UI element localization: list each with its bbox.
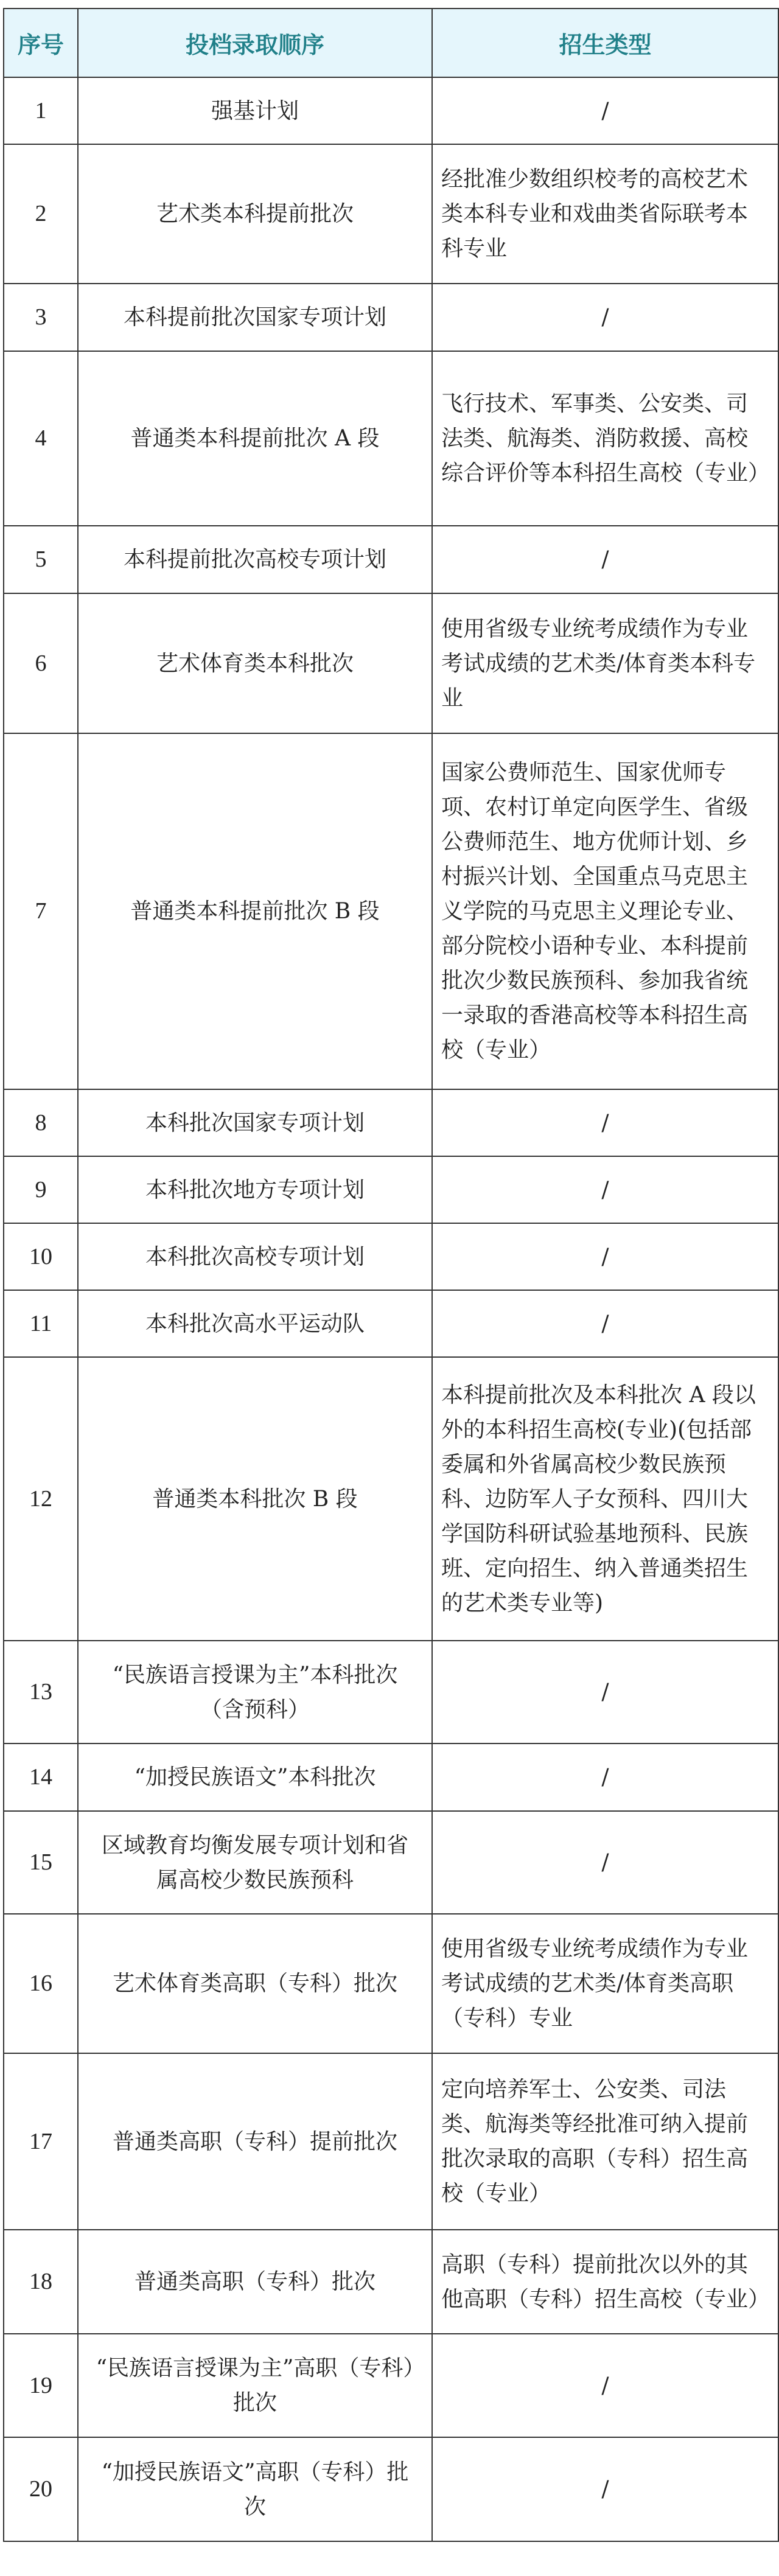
row-enrollment-type: /	[432, 1641, 778, 1744]
row-index: 3	[4, 284, 78, 351]
row-enrollment-type: 高职（专科）提前批次以外的其他高职（专科）招生高校（专业）	[432, 2230, 778, 2334]
table-row	[4, 1357, 778, 1641]
row-enrollment-type: 本科提前批次及本科批次 A 段以外的本科招生高校(专业)(包括部委属和外省属高校少数民族预科、边防军人子女预科、四川大学国防科研试验基地预科、民族班、定向招生、纳入普通类招生的艺术类专业等)	[432, 1357, 778, 1641]
row-admission-order: 艺术体育类高职（专科）批次	[78, 1914, 432, 2053]
row-enrollment-type: /	[432, 1089, 778, 1156]
table-row	[4, 526, 778, 593]
table-body	[4, 77, 778, 2541]
row-admission-order: “加授民族语文”本科批次	[78, 1744, 432, 1811]
header-row	[4, 9, 778, 77]
row-admission-order: 普通类本科提前批次 B 段	[78, 733, 432, 1089]
row-admission-order: 本科批次地方专项计划	[78, 1156, 432, 1223]
row-admission-order: 区域教育均衡发展专项计划和省属高校少数民族预科	[78, 1811, 432, 1914]
row-enrollment-type: /	[432, 2334, 778, 2437]
row-index: 20	[4, 2437, 78, 2541]
admission-order-table	[3, 8, 779, 2542]
row-index: 18	[4, 2230, 78, 2334]
row-enrollment-type: /	[432, 1223, 778, 1290]
row-index: 11	[4, 1290, 78, 1357]
row-admission-order: 普通类本科提前批次 A 段	[78, 351, 432, 526]
row-index: 17	[4, 2053, 78, 2230]
row-admission-order: 本科批次高校专项计划	[78, 1223, 432, 1290]
row-admission-order: 本科提前批次高校专项计划	[78, 526, 432, 593]
row-index: 1	[4, 77, 78, 144]
header-order: 投档录取顺序	[78, 9, 432, 77]
table-row	[4, 77, 778, 144]
row-admission-order: “民族语言授课为主”本科批次（含预科）	[78, 1641, 432, 1744]
header-type: 招生类型	[432, 9, 778, 77]
row-admission-order: 强基计划	[78, 77, 432, 144]
row-index: 10	[4, 1223, 78, 1290]
row-enrollment-type: /	[432, 1744, 778, 1811]
row-index: 16	[4, 1914, 78, 2053]
table-row	[4, 1223, 778, 1290]
row-enrollment-type: 定向培养军士、公安类、司法类、航海类等经批准可纳入提前批次录取的高职（专科）招生高校（专业）	[432, 2053, 778, 2230]
row-index: 8	[4, 1089, 78, 1156]
table-row	[4, 733, 778, 1089]
row-enrollment-type: 飞行技术、军事类、公安类、司法类、航海类、消防救援、高校综合评价等本科招生高校（专业）	[432, 351, 778, 526]
row-enrollment-type: /	[432, 77, 778, 144]
row-index: 19	[4, 2334, 78, 2437]
table-row	[4, 1156, 778, 1223]
row-enrollment-type: /	[432, 1290, 778, 1357]
header-index: 序号	[4, 9, 78, 77]
row-index: 4	[4, 351, 78, 526]
table-row	[4, 2437, 778, 2541]
row-admission-order: 普通类高职（专科）提前批次	[78, 2053, 432, 2230]
row-admission-order: 普通类本科批次 B 段	[78, 1357, 432, 1641]
row-index: 9	[4, 1156, 78, 1223]
row-admission-order: 本科提前批次国家专项计划	[78, 284, 432, 351]
row-index: 2	[4, 144, 78, 284]
table-row	[4, 1914, 778, 2053]
row-enrollment-type: 国家公费师范生、国家优师专项、农村订单定向医学生、省级公费师范生、地方优师计划、乡村振兴计划、全国重点马克思主义学院的马克思主义理论专业、部分院校小语种专业、本科提前批次少数民族预科、参加我省统一录取的香港高校等本科招生高校（专业）	[432, 733, 778, 1089]
row-enrollment-type: /	[432, 526, 778, 593]
row-admission-order: 普通类高职（专科）批次	[78, 2230, 432, 2334]
table-row	[4, 351, 778, 526]
row-index: 5	[4, 526, 78, 593]
table-row	[4, 144, 778, 284]
row-index: 6	[4, 593, 78, 733]
row-index: 7	[4, 733, 78, 1089]
table-row	[4, 1089, 778, 1156]
table-row	[4, 1641, 778, 1744]
row-admission-order: 艺术体育类本科批次	[78, 593, 432, 733]
table-row	[4, 2053, 778, 2230]
table-row	[4, 1290, 778, 1357]
table-row	[4, 593, 778, 733]
row-enrollment-type: 使用省级专业统考成绩作为专业考试成绩的艺术类/体育类本科专业	[432, 593, 778, 733]
row-enrollment-type: /	[432, 1156, 778, 1223]
row-index: 15	[4, 1811, 78, 1914]
table-row	[4, 1744, 778, 1811]
row-admission-order: 艺术类本科提前批次	[78, 144, 432, 284]
table-row	[4, 1811, 778, 1914]
row-enrollment-type: /	[432, 2437, 778, 2541]
row-enrollment-type: /	[432, 284, 778, 351]
table-row	[4, 284, 778, 351]
row-admission-order: 本科批次国家专项计划	[78, 1089, 432, 1156]
row-enrollment-type: 使用省级专业统考成绩作为专业考试成绩的艺术类/体育类高职（专科）专业	[432, 1914, 778, 2053]
table-row	[4, 2334, 778, 2437]
row-index: 14	[4, 1744, 78, 1811]
row-enrollment-type: 经批准少数组织校考的高校艺术类本科专业和戏曲类省际联考本科专业	[432, 144, 778, 284]
row-index: 12	[4, 1357, 78, 1641]
row-admission-order: “民族语言授课为主”高职（专科）批次	[78, 2334, 432, 2437]
row-admission-order: 本科批次高水平运动队	[78, 1290, 432, 1357]
row-admission-order: “加授民族语文”高职（专科）批次	[78, 2437, 432, 2541]
row-enrollment-type: /	[432, 1811, 778, 1914]
table-header	[4, 9, 778, 77]
row-index: 13	[4, 1641, 78, 1744]
table-row	[4, 2230, 778, 2334]
